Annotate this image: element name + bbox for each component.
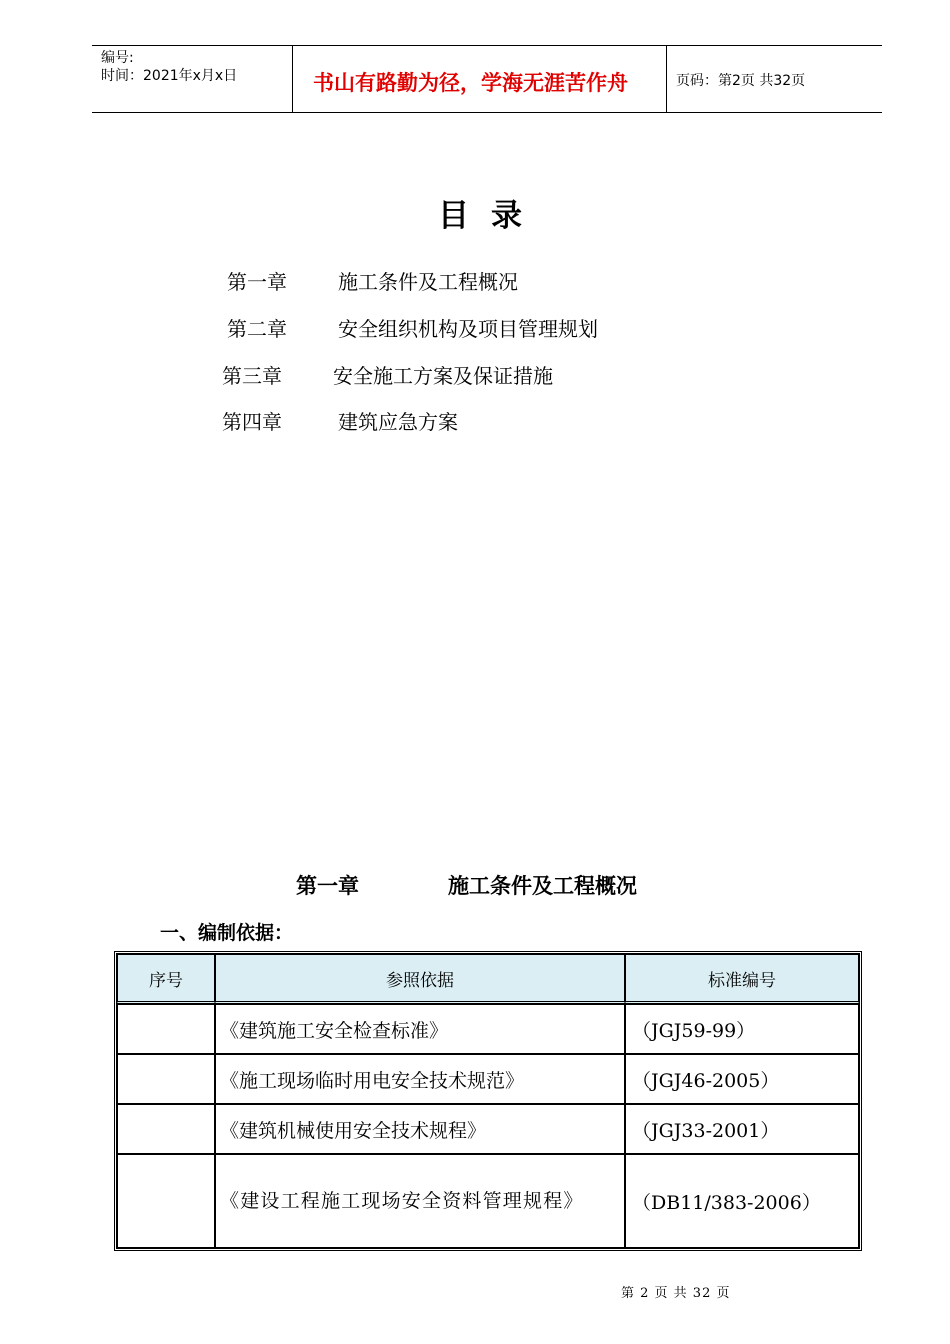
table-row [117,1054,859,1104]
header-motto: 书山有路勤为径，学海无涯苦作舟 [313,71,628,95]
col-header-reference: 参照依据 [215,954,625,1004]
section-heading: 一、编制依据： [160,922,294,944]
header-page-label: 页码：第2页 共32页 [676,73,806,89]
header-divider-right [666,45,667,113]
toc-item-3-title[interactable]: 安全施工方案及保证措施 [333,364,553,388]
chapter-title: 施工条件及工程概况 [448,874,637,898]
cell-reference: 《建设工程施工现场安全资料管理规程》 [215,1154,625,1248]
header-number-label: 编号: [101,50,134,66]
table-row [117,1004,859,1054]
reference-table [114,951,862,1251]
cell-no [117,1154,215,1248]
cell-no [117,1054,215,1104]
col-header-no: 序号 [117,954,215,1004]
toc-item-3-chapter[interactable]: 第三章 [222,364,282,388]
toc-item-1-title[interactable]: 施工条件及工程概况 [338,270,518,294]
col-header-standard-code: 标准编号 [625,954,859,1004]
cell-reference: 《施工现场临时用电安全技术规范》 [215,1054,625,1104]
footer-page-number: 第 2 页 共 32 页 [621,1286,731,1301]
cell-reference: 《建筑施工安全检查标准》 [215,1004,625,1054]
toc-title: 目录 [438,198,544,234]
chapter-number: 第一章 [296,874,359,898]
toc-item-4-title[interactable]: 建筑应急方案 [338,410,458,434]
cell-standard-code: （JGJ33-2001） [625,1104,859,1154]
cell-standard-code: （JGJ59-99） [625,1004,859,1054]
header-bottom-rule [92,112,882,113]
header-top-rule [92,45,882,46]
cell-no [117,1104,215,1154]
toc-item-2-chapter[interactable]: 第二章 [227,317,287,341]
toc-item-1-chapter[interactable]: 第一章 [227,270,287,294]
cell-reference: 《建筑机械使用安全技术规程》 [215,1104,625,1154]
table-row [117,1154,859,1248]
table-row [117,1104,859,1154]
toc-item-2-title[interactable]: 安全组织机构及项目管理规划 [338,317,598,341]
header-time-label: 时间：2021年x月x日 [101,68,238,84]
cell-no [117,1004,215,1054]
toc-item-4-chapter[interactable]: 第四章 [222,410,282,434]
cell-standard-code: （JGJ46-2005） [625,1054,859,1104]
table-header-row [117,954,859,1004]
cell-standard-code: （DB11/383-2006） [625,1154,859,1248]
header-divider-left [292,45,293,113]
